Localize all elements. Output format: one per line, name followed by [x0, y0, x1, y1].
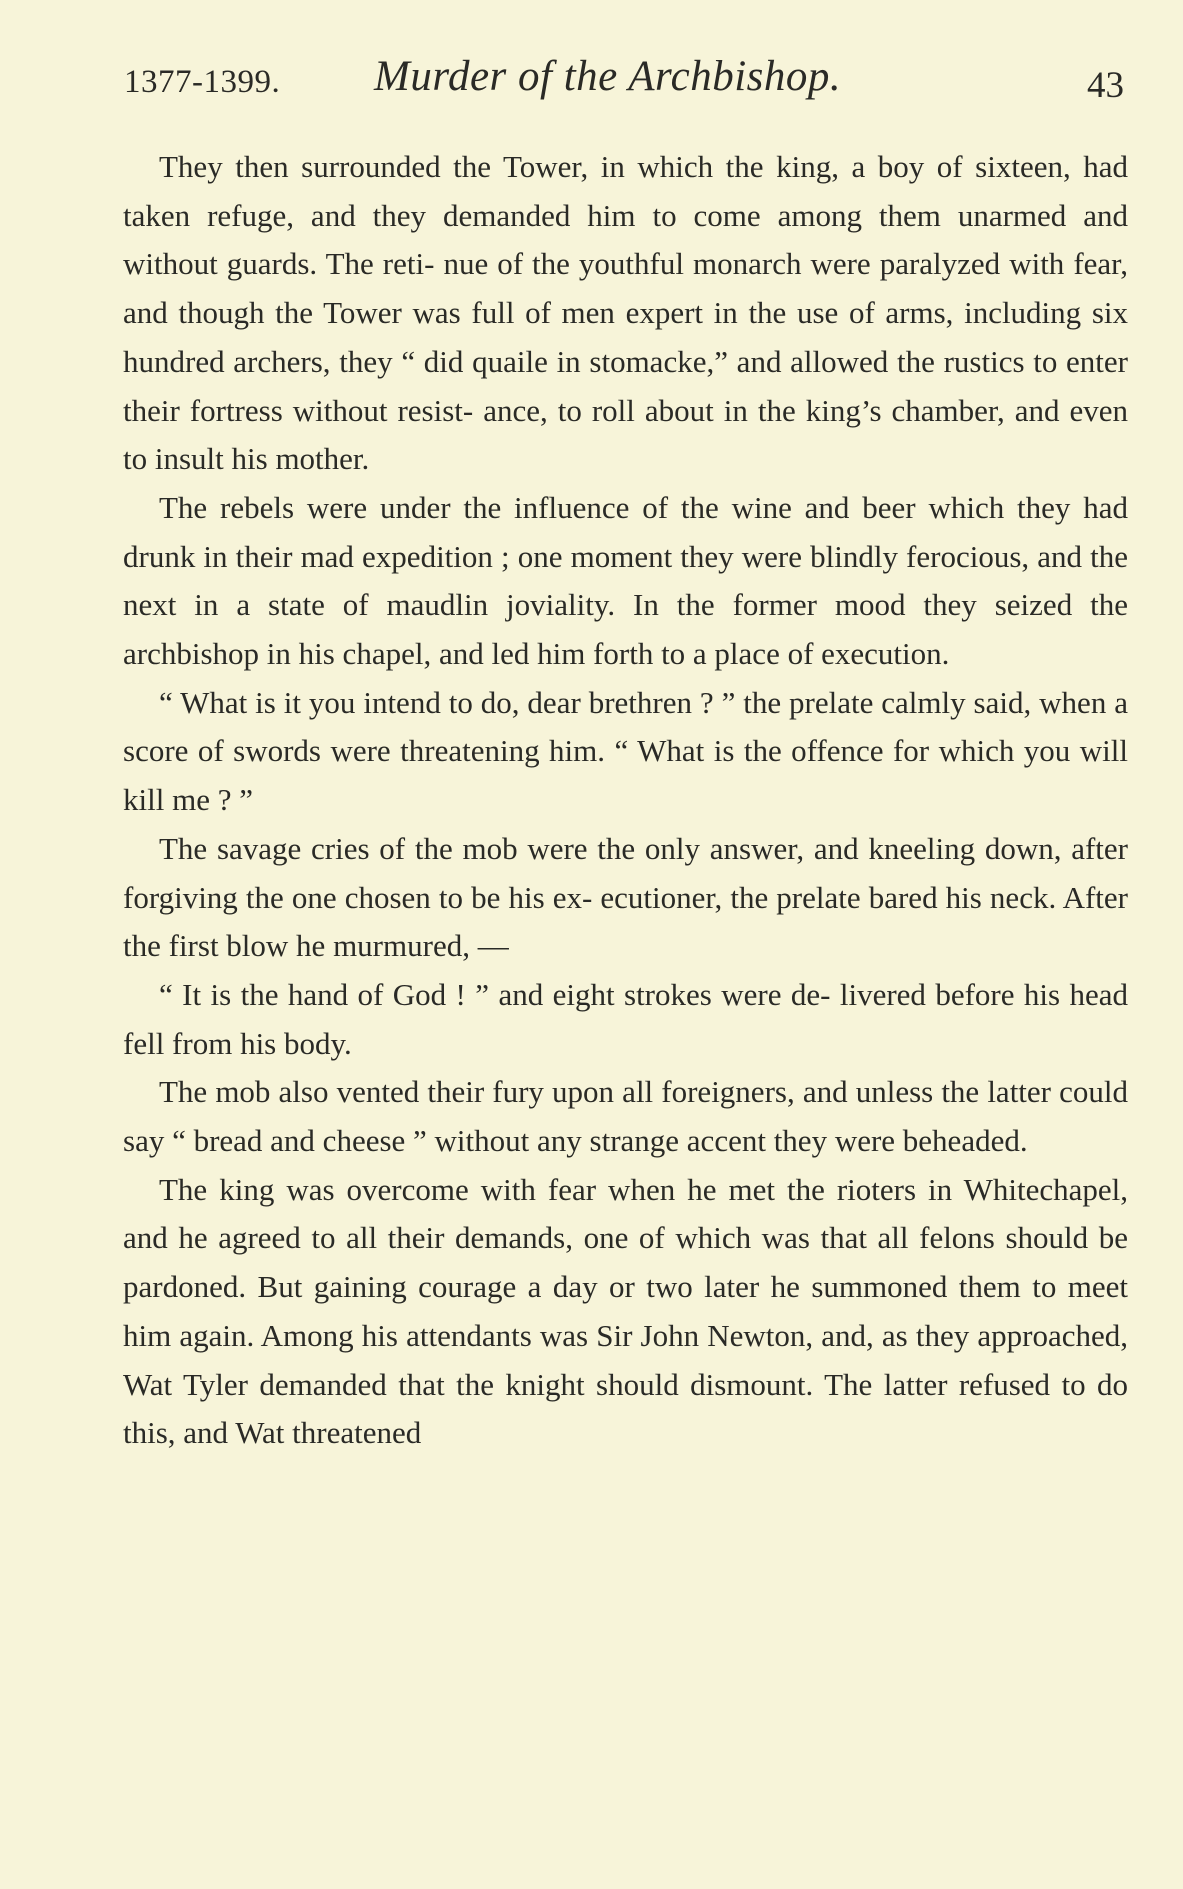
- paragraph: The rebels were under the influence of the wine and beer which they had drunk in their mad expedition ; one moment they were blindly ferocious, and the next in a state of maudlin joviality. In the former mood they seized the archbishop in his chapel, and led him forth to a place of execution.: [123, 489, 1128, 672]
- paragraph: The king was overcome with fear when he met the rioters in Whitechapel, and he agreed to all their demands, one of which was that all felons should be pardoned. But gaining courage a day or two later he summoned them to meet him again. Among his attendants was Sir John Newton, and, as they approached, Wat Tyler demanded that the knight should dismount. The latter refused to do this, and Wat threatened: [123, 1171, 1128, 1451]
- paragraph: “ It is the hand of God ! ” and eight strokes were de- livered before his head fell from his body.: [123, 976, 1128, 1061]
- body-text: [123, 143, 1128, 1458]
- running-head: [124, 52, 1124, 112]
- header-date-range: 1377-1399.: [124, 64, 281, 100]
- header-chapter-title: Murder of the Archbishop.: [374, 53, 842, 100]
- paragraph: They then surrounded the Tower, in which the king, a boy of sixteen, had taken refuge, and they demanded him to come among them unarmed and without guards. The reti- nue of the youthful monarch were paralyzed with fear, and though the Tower was full of men expert in the use of arms, including six hundred archers, they “ did quaile in stomacke,” and allowed the rustics to enter their fortress without resist- ance, to roll about in the king’s chamber, and even to insult his mother.: [123, 149, 1128, 477]
- paragraph: The mob also vented their fury upon all foreigners, and unless the latter could say “ bread and cheese ” without any strange accent they were beheaded.: [123, 1074, 1128, 1159]
- paragraph: “ What is it you intend to do, dear brethren ? ” the prelate calmly said, when a score of swords were threatening him. “ What is the offence for which you will kill me ? ”: [123, 684, 1128, 818]
- header-page-number: 43: [1087, 65, 1124, 106]
- paragraph: The savage cries of the mob were the only answer, and kneeling down, after forgiving the one chosen to be his ex- ecutioner, the prelate bared his neck. After the first blow he murmured, —: [123, 830, 1128, 964]
